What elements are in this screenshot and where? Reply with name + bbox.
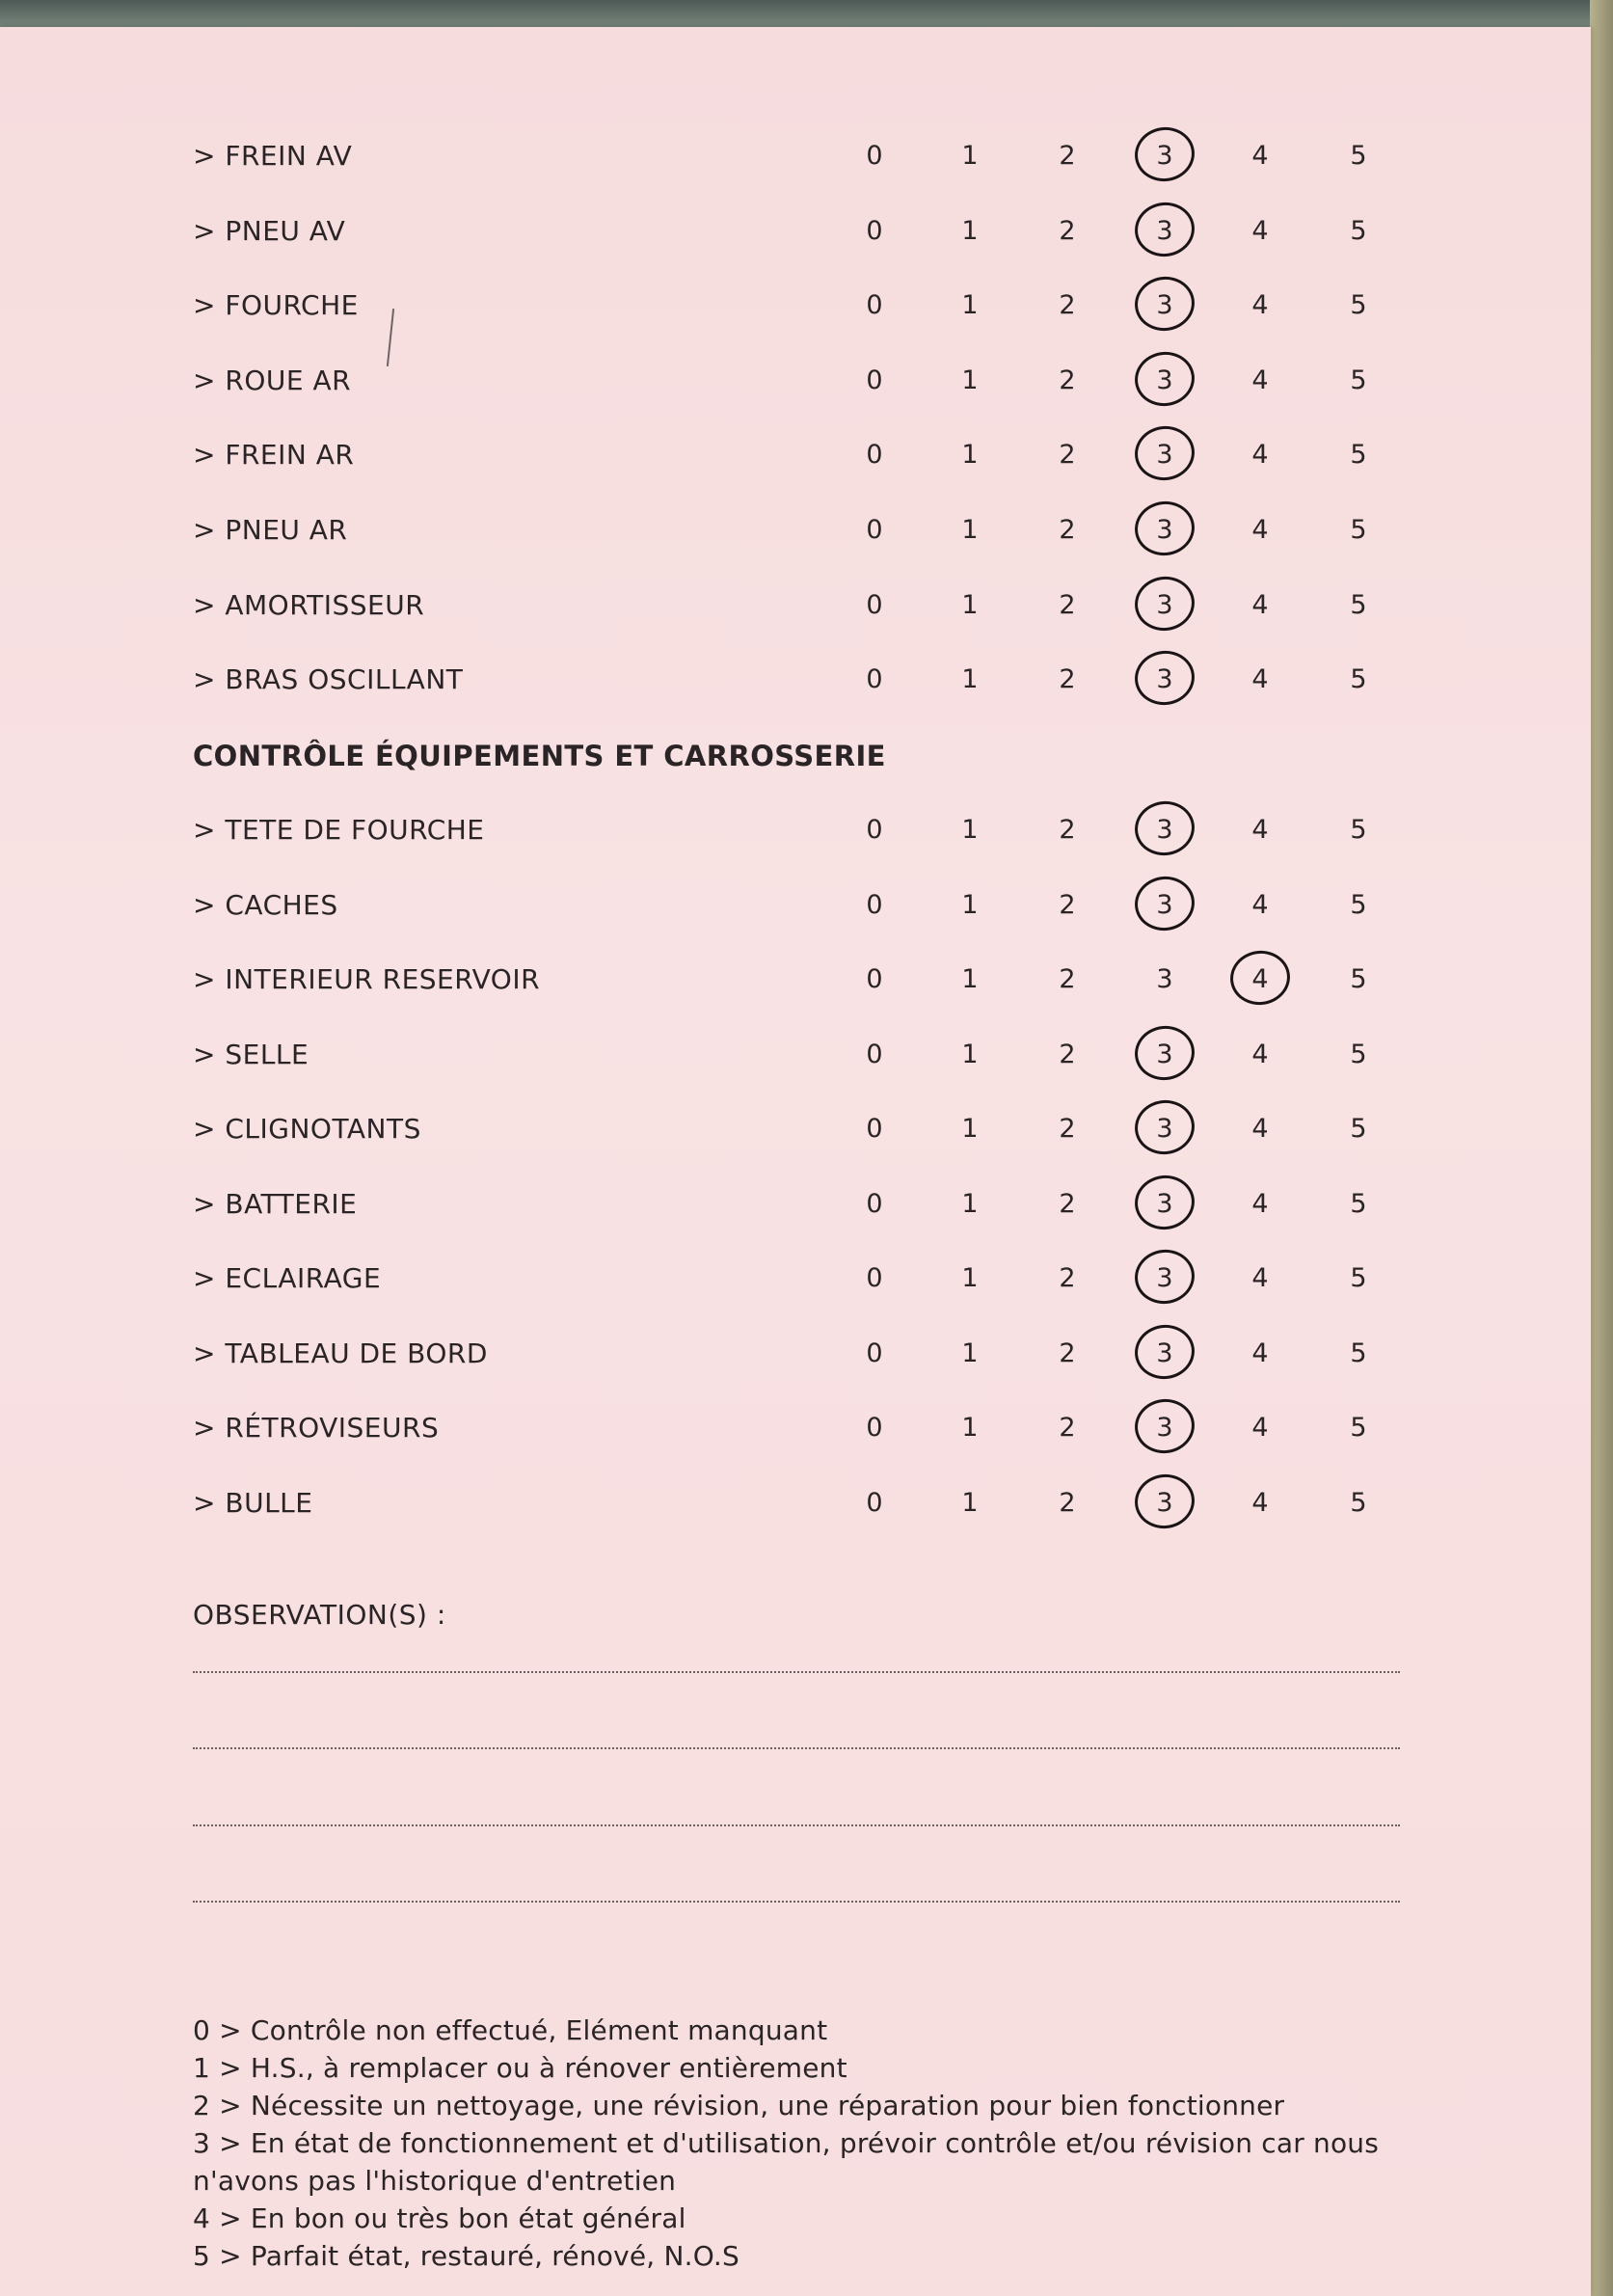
checklist-row xyxy=(0,137,1591,176)
score-option-5[interactable]: 5 xyxy=(1350,664,1367,694)
score-option-1[interactable]: 1 xyxy=(961,1114,979,1144)
score-option-3[interactable]: 3 xyxy=(1156,815,1173,845)
score-option-1[interactable]: 1 xyxy=(961,964,979,994)
score-option-2[interactable]: 2 xyxy=(1059,815,1076,845)
score-option-5[interactable]: 5 xyxy=(1350,216,1367,246)
score-option-3[interactable]: 3 xyxy=(1156,1488,1173,1518)
score-option-0[interactable]: 0 xyxy=(866,1114,883,1144)
checklist-item-label: > SELLE xyxy=(193,1039,309,1070)
score-option-1[interactable]: 1 xyxy=(961,1263,979,1293)
score-option-0[interactable]: 0 xyxy=(866,515,883,545)
checklist-row xyxy=(0,661,1591,699)
score-option-2[interactable]: 2 xyxy=(1059,1413,1076,1443)
score-option-2[interactable]: 2 xyxy=(1059,365,1076,395)
score-option-3[interactable]: 3 xyxy=(1156,1114,1173,1144)
checklist-item-label: > ECLAIRAGE xyxy=(193,1262,382,1294)
checklist-item-label: > CACHES xyxy=(193,889,338,921)
checklist-row xyxy=(0,436,1591,474)
score-option-0[interactable]: 0 xyxy=(866,440,883,470)
checklist-row xyxy=(0,286,1591,325)
checklist-item-label: > TABLEAU DE BORD xyxy=(193,1337,488,1369)
selected-score-circle xyxy=(1131,273,1197,335)
score-option-4[interactable]: 4 xyxy=(1251,1040,1269,1069)
score-option-2[interactable]: 2 xyxy=(1059,890,1076,920)
score-option-3[interactable]: 3 xyxy=(1156,365,1173,395)
score-option-0[interactable]: 0 xyxy=(866,1413,883,1443)
checklist-item-label: > CLIGNOTANTS xyxy=(193,1113,421,1145)
score-option-1[interactable]: 1 xyxy=(961,1189,979,1219)
score-option-4[interactable]: 4 xyxy=(1251,1338,1269,1368)
score-option-5[interactable]: 5 xyxy=(1350,1040,1367,1069)
score-option-2[interactable]: 2 xyxy=(1059,141,1076,171)
legend-item: 0 > Contrôle non effectué, Elément manquant xyxy=(193,2014,828,2046)
score-option-2[interactable]: 2 xyxy=(1059,664,1076,694)
checklist-row xyxy=(0,1185,1591,1224)
score-option-0[interactable]: 0 xyxy=(866,290,883,320)
score-option-2[interactable]: 2 xyxy=(1059,515,1076,545)
score-option-5[interactable]: 5 xyxy=(1350,290,1367,320)
score-option-5[interactable]: 5 xyxy=(1350,890,1367,920)
score-option-5[interactable]: 5 xyxy=(1350,1114,1367,1144)
score-option-5[interactable]: 5 xyxy=(1350,1488,1367,1518)
score-option-3[interactable]: 3 xyxy=(1156,515,1173,545)
selected-score-circle xyxy=(1131,1395,1197,1457)
legend-item: 1 > H.S., à remplacer ou à rénover entièrement xyxy=(193,2052,847,2084)
selected-score-circle xyxy=(1131,1246,1197,1308)
score-option-1[interactable]: 1 xyxy=(961,1413,979,1443)
observation-label: OBSERVATION(S) : xyxy=(193,1599,446,1631)
selected-score-circle xyxy=(1131,422,1197,484)
score-option-4[interactable]: 4 xyxy=(1251,1114,1269,1144)
selected-score-circle xyxy=(1131,348,1197,410)
checklist-item-label: > BULLE xyxy=(193,1487,313,1519)
score-option-1[interactable]: 1 xyxy=(961,1488,979,1518)
score-option-1[interactable]: 1 xyxy=(961,1338,979,1368)
checklist-item-label: > BRAS OSCILLANT xyxy=(193,663,464,695)
checklist-row xyxy=(0,886,1591,925)
score-option-3[interactable]: 3 xyxy=(1156,1040,1173,1069)
score-option-2[interactable]: 2 xyxy=(1059,1488,1076,1518)
selected-score-circle xyxy=(1131,1096,1197,1158)
legend-item: 4 > En bon ou très bon état général xyxy=(193,2202,686,2234)
checklist-item-label: > PNEU AV xyxy=(193,215,346,247)
score-option-4[interactable]: 4 xyxy=(1251,440,1269,470)
score-option-5[interactable]: 5 xyxy=(1350,1413,1367,1443)
score-option-4[interactable]: 4 xyxy=(1251,290,1269,320)
score-option-1[interactable]: 1 xyxy=(961,440,979,470)
selected-score-circle xyxy=(1131,1471,1197,1532)
score-legend xyxy=(193,2012,1398,2275)
score-option-4[interactable]: 4 xyxy=(1251,515,1269,545)
observation-line[interactable] xyxy=(193,1671,1400,1673)
checklist-item-label: > AMORTISSEUR xyxy=(193,589,425,621)
score-option-2[interactable]: 2 xyxy=(1059,1040,1076,1069)
checklist-row xyxy=(0,1259,1591,1298)
score-option-4[interactable]: 4 xyxy=(1251,964,1269,994)
score-option-3[interactable]: 3 xyxy=(1156,1338,1173,1368)
score-option-3[interactable]: 3 xyxy=(1156,964,1173,994)
checklist-row xyxy=(0,1484,1591,1523)
score-option-1[interactable]: 1 xyxy=(961,216,979,246)
selected-score-circle xyxy=(1226,947,1293,1009)
score-option-4[interactable]: 4 xyxy=(1251,141,1269,171)
score-option-1[interactable]: 1 xyxy=(961,890,979,920)
score-option-1[interactable]: 1 xyxy=(961,664,979,694)
selected-score-circle xyxy=(1131,1321,1197,1383)
selected-score-circle xyxy=(1131,797,1197,859)
binder-right-edge xyxy=(1590,0,1613,2296)
observation-line[interactable] xyxy=(193,1747,1400,1749)
checklist-item-label: > TETE DE FOURCHE xyxy=(193,814,485,846)
score-option-2[interactable]: 2 xyxy=(1059,1263,1076,1293)
score-option-3[interactable]: 3 xyxy=(1156,141,1173,171)
score-option-5[interactable]: 5 xyxy=(1350,1338,1367,1368)
score-option-3[interactable]: 3 xyxy=(1156,1263,1173,1293)
score-option-4[interactable]: 4 xyxy=(1251,216,1269,246)
score-option-1[interactable]: 1 xyxy=(961,1040,979,1069)
checklist-item-label: > ROUE AR xyxy=(193,365,352,396)
score-option-2[interactable]: 2 xyxy=(1059,290,1076,320)
selected-score-circle xyxy=(1131,199,1197,260)
score-option-3[interactable]: 3 xyxy=(1156,1413,1173,1443)
score-option-0[interactable]: 0 xyxy=(866,1488,883,1518)
checklist-row xyxy=(0,811,1591,850)
selected-score-circle xyxy=(1131,1172,1197,1233)
selected-score-circle xyxy=(1131,498,1197,559)
checklist-item-label: > BATTERIE xyxy=(193,1188,358,1220)
score-option-0[interactable]: 0 xyxy=(866,216,883,246)
score-option-0[interactable]: 0 xyxy=(866,365,883,395)
score-option-5[interactable]: 5 xyxy=(1350,1189,1367,1219)
score-option-3[interactable]: 3 xyxy=(1156,290,1173,320)
score-option-4[interactable]: 4 xyxy=(1251,590,1269,620)
score-option-0[interactable]: 0 xyxy=(866,141,883,171)
score-option-2[interactable]: 2 xyxy=(1059,1338,1076,1368)
score-option-4[interactable]: 4 xyxy=(1251,1263,1269,1293)
score-option-5[interactable]: 5 xyxy=(1350,141,1367,171)
score-option-1[interactable]: 1 xyxy=(961,290,979,320)
legend-item: 2 > Nécessite un nettoyage, une révision, une réparation pour bien fonctionner xyxy=(193,2090,1285,2121)
score-option-5[interactable]: 5 xyxy=(1350,1263,1367,1293)
selected-score-circle xyxy=(1131,873,1197,934)
inspection-sheet xyxy=(0,27,1591,2296)
score-option-3[interactable]: 3 xyxy=(1156,890,1173,920)
score-option-0[interactable]: 0 xyxy=(866,590,883,620)
score-option-5[interactable]: 5 xyxy=(1350,365,1367,395)
checklist-row xyxy=(0,1036,1591,1074)
checklist-row xyxy=(0,362,1591,400)
score-option-5[interactable]: 5 xyxy=(1350,590,1367,620)
checklist-row xyxy=(0,1409,1591,1447)
checklist-item-label: > FOURCHE xyxy=(193,289,359,321)
checklist-item-label: > PNEU AR xyxy=(193,514,348,546)
score-option-0[interactable]: 0 xyxy=(866,1040,883,1069)
selected-score-circle xyxy=(1131,573,1197,635)
checklist-item-label: > FREIN AR xyxy=(193,439,355,471)
observation-line[interactable] xyxy=(193,1824,1400,1826)
score-option-1[interactable]: 1 xyxy=(961,590,979,620)
score-option-5[interactable]: 5 xyxy=(1350,515,1367,545)
checklist-row xyxy=(0,511,1591,550)
score-option-3[interactable]: 3 xyxy=(1156,664,1173,694)
checklist-row xyxy=(0,586,1591,625)
score-option-2[interactable]: 2 xyxy=(1059,964,1076,994)
score-option-0[interactable]: 0 xyxy=(866,664,883,694)
score-option-5[interactable]: 5 xyxy=(1350,964,1367,994)
binder-top-edge xyxy=(0,0,1613,29)
score-option-4[interactable]: 4 xyxy=(1251,1488,1269,1518)
score-option-3[interactable]: 3 xyxy=(1156,440,1173,470)
selected-score-circle xyxy=(1131,1022,1197,1084)
score-option-1[interactable]: 1 xyxy=(961,141,979,171)
score-option-1[interactable]: 1 xyxy=(961,515,979,545)
score-option-5[interactable]: 5 xyxy=(1350,815,1367,845)
score-option-0[interactable]: 0 xyxy=(866,815,883,845)
selected-score-circle xyxy=(1131,123,1197,185)
score-option-0[interactable]: 0 xyxy=(866,890,883,920)
score-option-5[interactable]: 5 xyxy=(1350,440,1367,470)
checklist-row xyxy=(0,212,1591,251)
selected-score-circle xyxy=(1131,647,1197,709)
score-option-2[interactable]: 2 xyxy=(1059,440,1076,470)
checklist-item-label: > RÉTROVISEURS xyxy=(193,1412,440,1444)
score-option-4[interactable]: 4 xyxy=(1251,1413,1269,1443)
score-option-2[interactable]: 2 xyxy=(1059,216,1076,246)
score-option-4[interactable]: 4 xyxy=(1251,365,1269,395)
score-option-4[interactable]: 4 xyxy=(1251,1189,1269,1219)
observation-line[interactable] xyxy=(193,1901,1400,1903)
score-option-4[interactable]: 4 xyxy=(1251,815,1269,845)
score-option-2[interactable]: 2 xyxy=(1059,1114,1076,1144)
score-option-3[interactable]: 3 xyxy=(1156,590,1173,620)
checklist-item-label: > FREIN AV xyxy=(193,140,353,172)
score-option-4[interactable]: 4 xyxy=(1251,664,1269,694)
legend-item: 3 > En état de fonctionnement et d'utilisation, prévoir contrôle et/ou révision car nous n'avons pas l'historique d'entretien xyxy=(193,2127,1380,2197)
legend-item: 5 > Parfait état, restauré, rénové, N.O.S xyxy=(193,2240,739,2272)
score-option-0[interactable]: 0 xyxy=(866,964,883,994)
checklist-row xyxy=(0,960,1591,999)
checklist-row xyxy=(0,1335,1591,1373)
score-option-1[interactable]: 1 xyxy=(961,365,979,395)
checklist-item-label: > INTERIEUR RESERVOIR xyxy=(193,963,541,995)
score-option-3[interactable]: 3 xyxy=(1156,1189,1173,1219)
score-option-2[interactable]: 2 xyxy=(1059,1189,1076,1219)
score-option-3[interactable]: 3 xyxy=(1156,216,1173,246)
score-option-0[interactable]: 0 xyxy=(866,1189,883,1219)
score-option-4[interactable]: 4 xyxy=(1251,890,1269,920)
checklist-row xyxy=(0,1110,1591,1148)
score-option-0[interactable]: 0 xyxy=(866,1263,883,1293)
score-option-2[interactable]: 2 xyxy=(1059,590,1076,620)
score-option-0[interactable]: 0 xyxy=(866,1338,883,1368)
section-title: CONTRÔLE ÉQUIPEMENTS ET CARROSSERIE xyxy=(193,740,886,772)
score-option-1[interactable]: 1 xyxy=(961,815,979,845)
